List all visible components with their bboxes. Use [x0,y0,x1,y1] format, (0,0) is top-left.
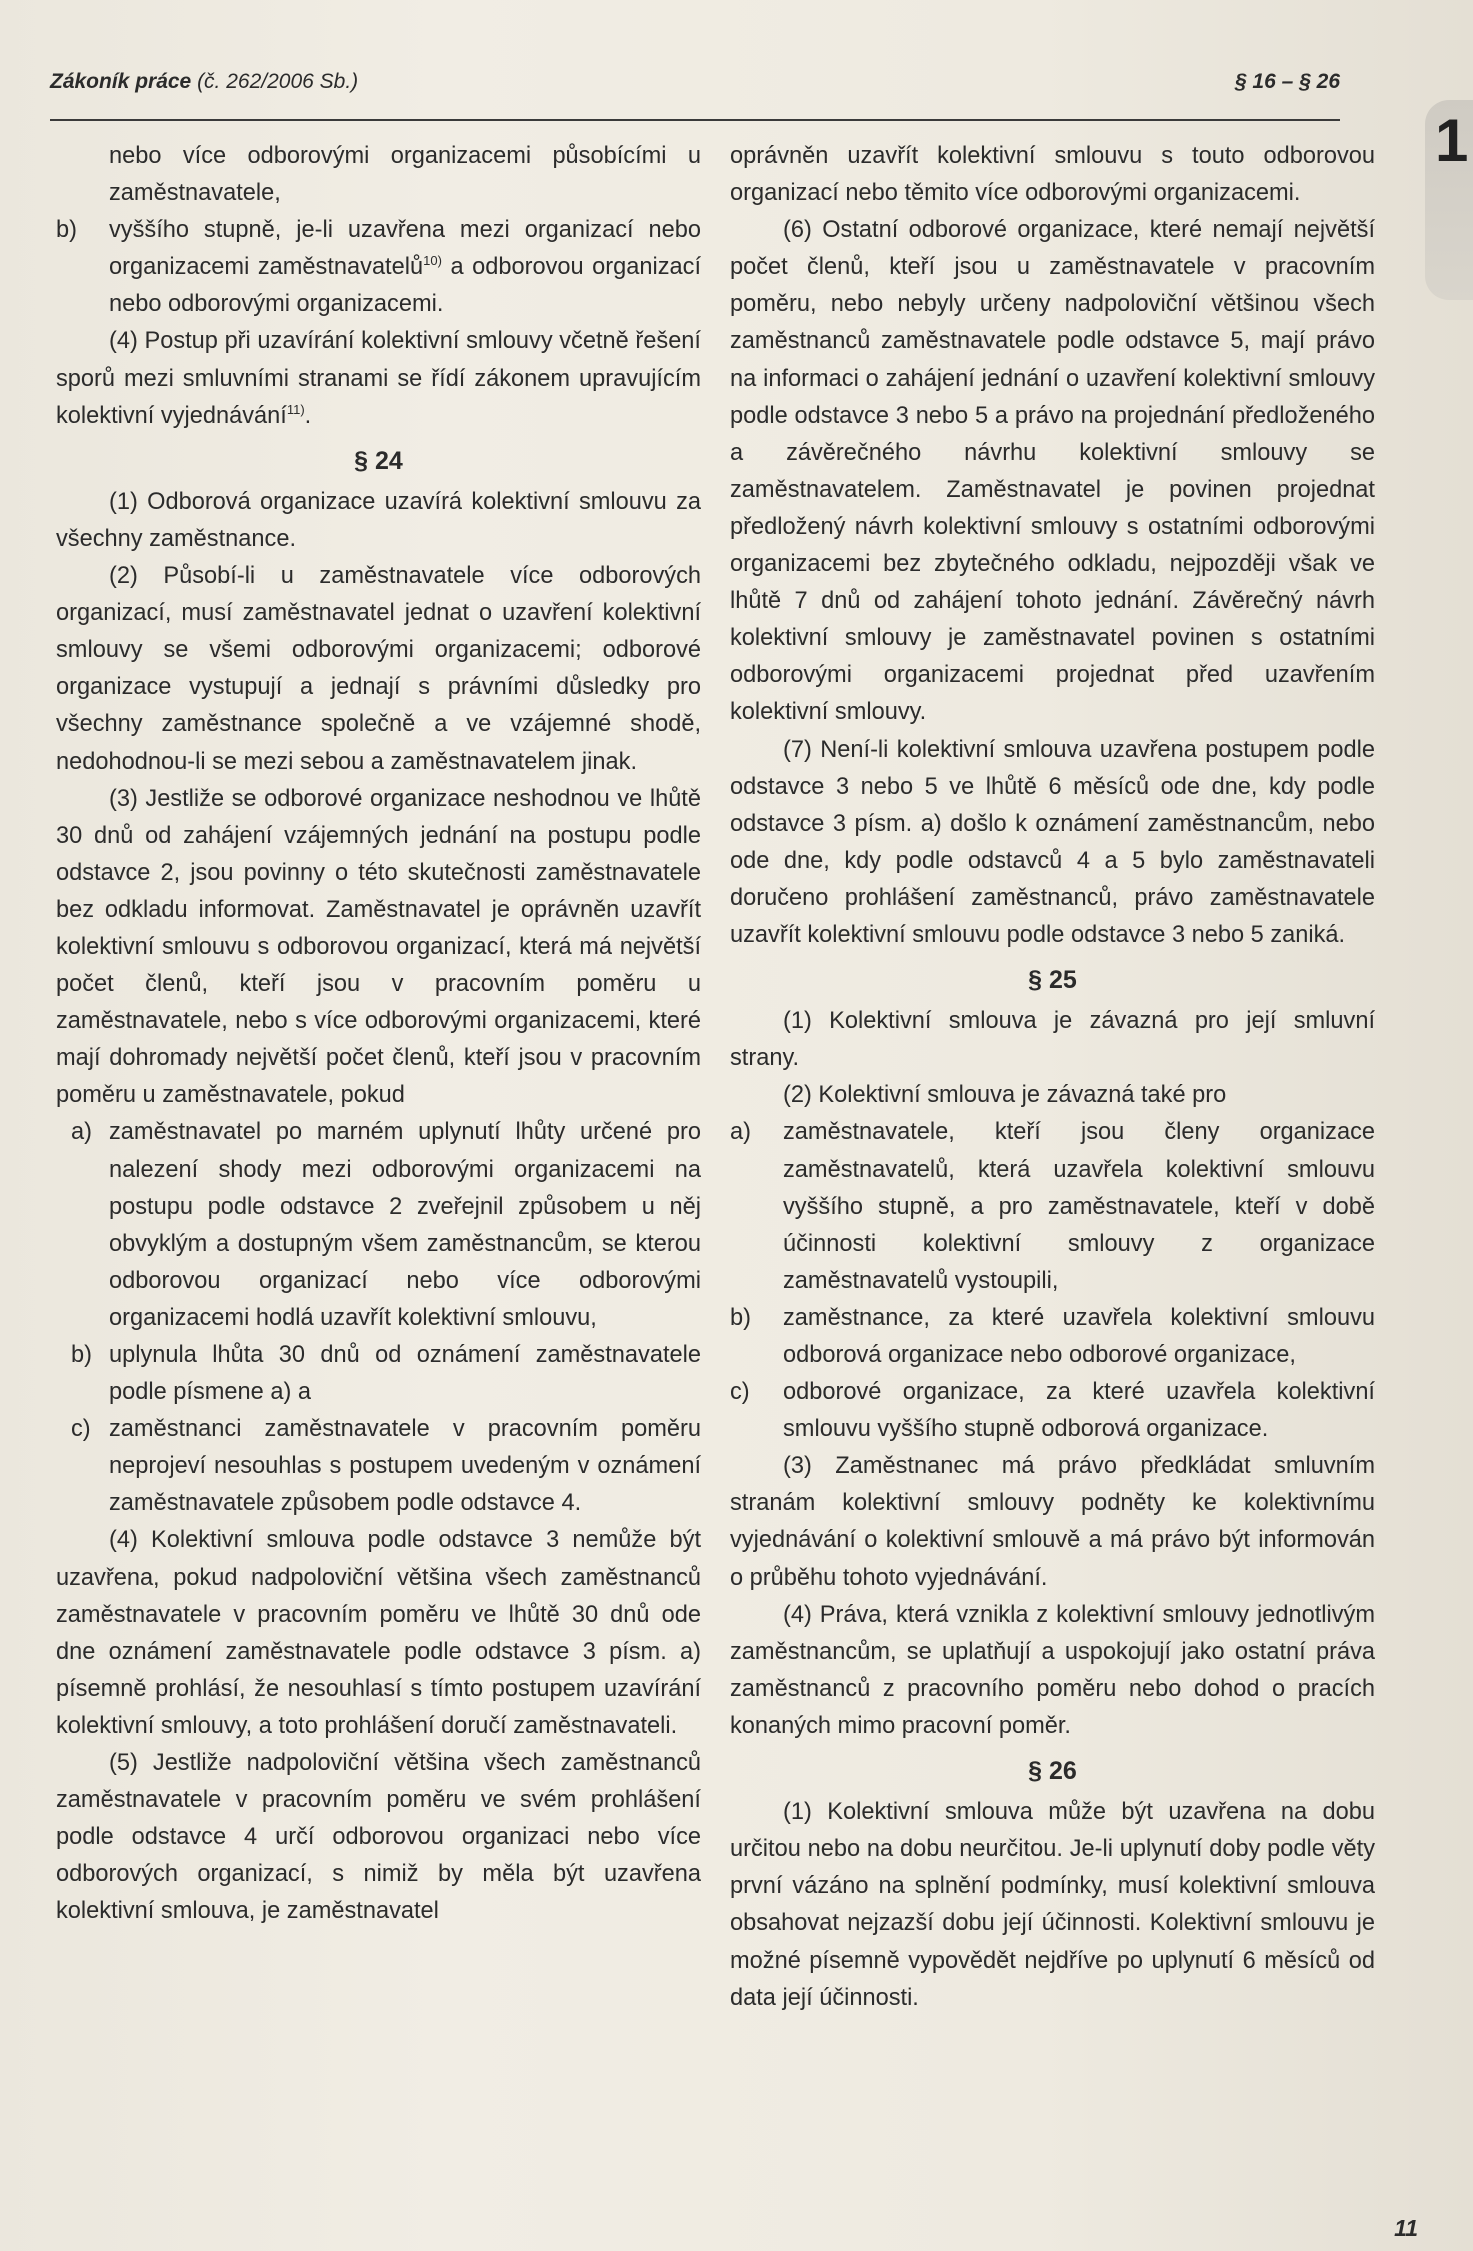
paragraph: (1) Kolektivní smlouva může být uzavřena na dobu určitou nebo na dobu neurčitou. Je-li uplynutí doby podle věty první vázáno na splnění podmínky, musí kolektivní smlouva obsahovat nejzazší dobu její účinnosti. Kolektivní smlouvu je možné písemně vypovědět nejdříve po uplynutí 6 měsíců od data její účinnosti. [730,1799,1375,2011]
chapter-thumb-tab [1425,100,1473,300]
section-heading: § 24 [354,446,403,475]
header-law-name: Zákoník práce [50,70,192,93]
footnote-ref: 10) [423,253,442,269]
paragraph: (1) Odborová organizace uzavírá kolektivní smlouvu za všechny zaměstnance. [56,488,701,552]
chapter-number: 1 [1435,107,1469,174]
section-heading: § 26 [1028,1757,1077,1786]
list-item [56,1114,701,1337]
list-item [730,1300,1375,1374]
paragraph: (4) Kolektivní smlouva podle odstavce 3 nemůže být uzavřena, pokud nadpoloviční většina všech zaměstnanců zaměstnavatele v pracovním poměru ve lhůtě 30 dnů ode dne oznámení zaměstnavatele podle odstavce 3 písm. a) písemně prohlásí, že nesouhlasí s tímto postupem uzavírání kolektivní smlouvy, a toto prohlášení doručí zaměstnavateli. [56,1527,701,1739]
paragraph: (3) Zaměstnanec má právo předkládat smluvním stranám kolektivní smlouvy podněty ke kolektivnímu vyjednávání o kolektivní smlouvě a má právo být informován o průběhu tohoto vyjednávání. [730,1453,1375,1591]
paragraph: oprávněn uzavřít kolektivní smlouvu s touto odborovou organizací nebo těmito více odborovými organizacemi. [730,143,1375,207]
list-item-text [109,212,701,323]
list-marker: b) [730,1304,751,1331]
paragraph-text: (4) Postup při uzavírání kolektivní smlouvy včetně řešení sporů mezi smluvními stranami se řídí zákonem upravujícím kolektivní vyjednávání [56,328,701,429]
section-heading: § 25 [1028,966,1077,995]
paragraph-text: . [304,402,312,429]
paragraph: (5) Jestliže nadpoloviční většina všech zaměstnanců zaměstnavatele v pracovním poměru ve svém prohlášení podle odstavce 4 určí odborovou organizaci nebo více odborových organizací, s nimiž by měla být uzavřena kolektivní smlouva, je zaměstnavatel [56,1750,701,1925]
paragraph: nebo více odborovými organizacemi působícími u zaměstnavatele, [109,143,701,207]
paragraph: (2) Působí-li u zaměstnavatele více odborových organizací, musí zaměstnavatel jednat o uzavření kolektivní smlouvy se všemi odborovými organizacemi; odborové organizace vystupují a jednají s právními důsledky pro všechny zaměstnance společně a ve vzájemné shodě, nedohodnou-li se mezi sebou a zaměstnavatelem jinak. [56,563,701,775]
paragraph: (1) Kolektivní smlouva je závazná pro její smluvní strany. [730,1008,1375,1072]
paragraph: (2) Kolektivní smlouva je závazná také pro [783,1082,1227,1109]
list-marker: a) [71,1119,92,1146]
header-law-title [50,70,358,94]
list-item-text: zaměstnavatele, kteří jsou členy organizace zaměstnavatelů, která uzavřela kolektivní smlouvu vyššího stupně, a pro zaměstnavatele, kteří v době účinnosti kolektivní smlouvy z organizace zaměstnavatelů vystoupili, [783,1119,1375,1294]
list-marker: a) [730,1119,751,1146]
list-item [56,1337,701,1411]
right-column [730,138,1375,2017]
list-item [56,1411,701,1522]
list-item-text: zaměstnance, za které uzavřela kolektivní smlouvu odborová organizace nebo odborové organizace, [783,1304,1375,1368]
header-section-range: § 16 – § 26 [1234,70,1340,93]
list-marker: c) [71,1416,91,1443]
list-item-text-part: a odborovou organizací nebo odborovými organizacemi. [109,254,701,318]
list-item-text: zaměstnavatel po marném uplynutí lhůty určené pro nalezení shody mezi odborovými organizacemi na postupu podle odstavce 2 zveřejnil způsobem u něj obvyklým a dostupným všem zaměstnancům, se kterou odborovou organizací nebo více odborovými organizacemi hodlá uzavřít kolektivní smlouvu, [109,1119,701,1331]
paragraph: (6) Ostatní odborové organizace, které nemají největší počet členů, kteří jsou u zaměstnavatele v pracovním poměru, nebo nebyly určeny nadpoloviční většinou všech zaměstnanců zaměstnavatele podle odstavce 5, mají právo na informaci o zahájení jednání o uzavření kolektivní smlouvy podle odstavce 3 nebo 5 a právo na projednání předloženého a závěrečného návrhu kolektivní smlouvy se zaměstnavatelem. Zaměstnavatel je povinen projednat předložený návrh kolektivní smlouvy s ostatními odborovými organizacemi bez zbytečného odkladu, nejpozději však ve lhůtě 7 dnů od zahájení tohoto jednání. Závěrečný návrh kolektivní smlouvy je zaměstnavatel povinen s ostatními odborovými organizacemi projednat před uzavřením kolektivní smlouvy. [730,217,1375,726]
paragraph [56,323,701,434]
paragraph: (3) Jestliže se odborové organizace neshodnou ve lhůtě 30 dnů od zahájení vzájemných jednání na postupu podle odstavce 2, jsou povinny o této skutečnosti zaměstnavatele bez odkladu informovat. Zaměstnavatel je oprávněn uzavřít kolektivní smlouvu s odborovou organizací, která má největší počet členů, kteří jsou v pracovním poměru u zaměstnavatele, nebo s více odborovými organizacemi, které mají dohromady největší počet členů, kteří jsou v pracovním poměru u zaměstnavatele, pokud [56,785,701,1109]
header-law-number: (č. 262/2006 Sb.) [191,70,359,93]
list-item [730,1374,1375,1448]
page-number: 11 [1394,2215,1418,2241]
list-item [730,1114,1375,1299]
list-marker: c) [730,1379,750,1406]
paragraph: (4) Práva, která vznikla z kolektivní smlouvy jednotlivým zaměstnancům, se uplatňují a uspokojují jako ostatní práva zaměstnanců z pracovního poměru nebo dohod o pracích konaných mimo pracovní poměr. [730,1601,1375,1739]
list-item-text: uplynula lhůta 30 dnů od oznámení zaměstnavatele podle písmene a) a [109,1342,701,1406]
footnote-ref: 11) [286,401,305,417]
left-column [56,138,701,1931]
running-header [50,70,1340,110]
list-item [56,212,701,323]
paragraph: (7) Není-li kolektivní smlouva uzavřena postupem podle odstavce 3 nebo 5 ve lhůtě 6 měsíců ode dne, kdy podle odstavce 3 písm. a) došlo k oznámení zaměstnancům, nebo ode dne, kdy podle odstavců 4 a 5 bylo zaměstnavateli doručeno prohlášení zaměstnanců, právo zaměstnavatele uzavřít kolektivní smlouvu podle odstavce 3 nebo 5 zaniká. [730,736,1375,948]
list-item-text: zaměstnanci zaměstnavatele v pracovním poměru neprojeví nesouhlas s postupem uvedeným v oznámení zaměstnavatele způsobem podle odstavce 4. [109,1416,701,1517]
list-marker: b) [71,1342,92,1368]
header-rule [50,119,1340,121]
list-item-text-part: vyššího stupně, je-li uzavřena mezi organizací nebo organizacemi zaměstnavatelů [109,217,701,281]
list-item-text: odborové organizace, za které uzavřela kolektivní smlouvu vyššího stupně odborová organizace. [783,1379,1375,1443]
list-marker: b) [56,217,77,244]
